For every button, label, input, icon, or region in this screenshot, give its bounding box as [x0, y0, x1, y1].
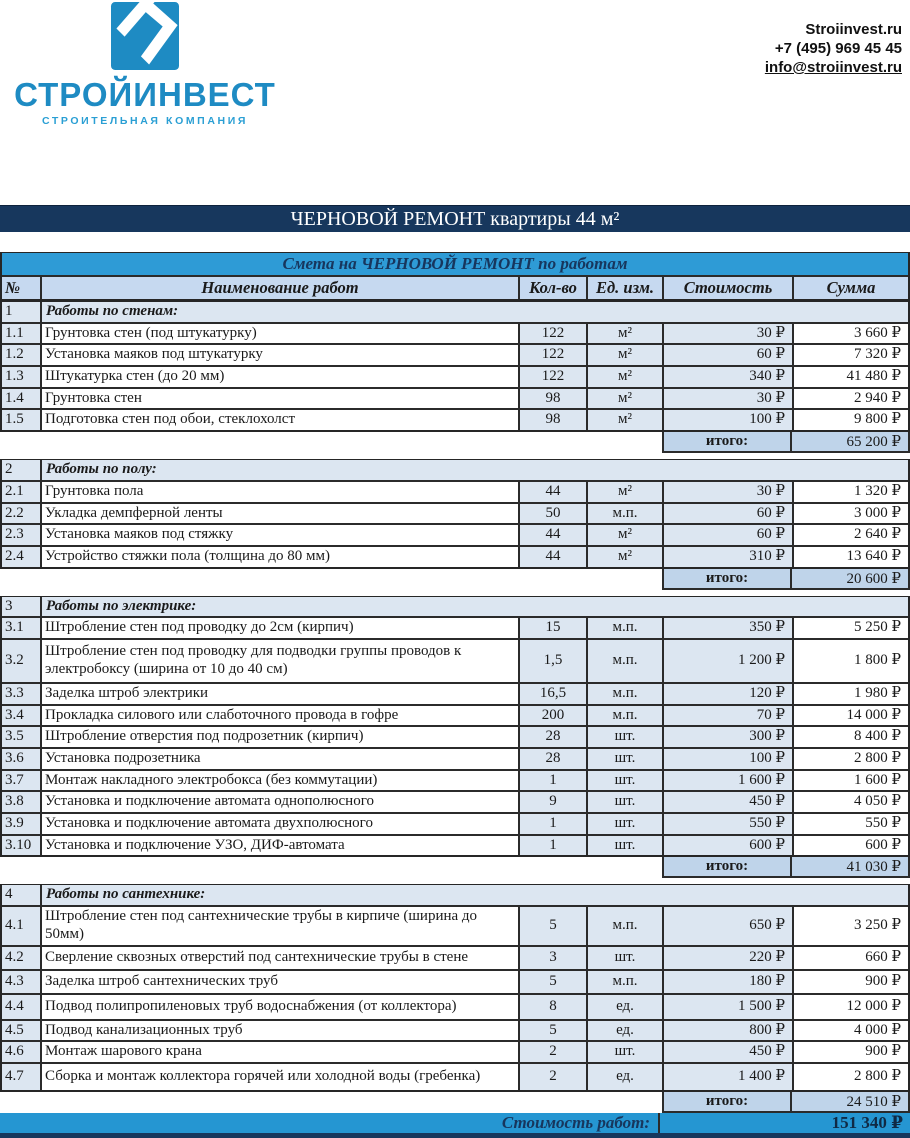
section-title: Работы по электрике: — [40, 597, 908, 617]
row-num: 4.1 — [2, 907, 40, 944]
row-num: 3.6 — [2, 749, 40, 769]
row-qty: 122 — [518, 345, 586, 365]
email-link[interactable]: info@stroiinvest.ru — [764, 59, 902, 76]
subtotal-spacer — [0, 569, 662, 590]
row-num: 3.9 — [2, 814, 40, 834]
row-name: Устройство стяжки пола (толщина до 80 мм) — [40, 547, 518, 567]
row-num: 3.2 — [2, 640, 40, 682]
subtotal-row — [0, 1092, 910, 1113]
row-name: Сборка и монтаж коллектора горячей или холодной воды (гребенка) — [40, 1064, 518, 1090]
table-row — [2, 905, 908, 944]
section-title: Работы по стенам: — [40, 302, 908, 322]
row-name: Грунтовка пола — [40, 482, 518, 502]
row-price: 220 ₽ — [662, 947, 792, 969]
row-sum: 8 400 ₽ — [792, 727, 908, 747]
row-num: 1.2 — [2, 345, 40, 365]
row-price: 180 ₽ — [662, 971, 792, 993]
row-price: 350 ₽ — [662, 618, 792, 638]
row-sum: 900 ₽ — [792, 1042, 908, 1062]
row-sum: 13 640 ₽ — [792, 547, 908, 567]
row-name: Подготовка стен под обои, стеклохолст — [40, 410, 518, 430]
row-num: 4.4 — [2, 995, 40, 1019]
table-row — [2, 993, 908, 1019]
row-num: 3.1 — [2, 618, 40, 638]
section-number: 4 — [2, 885, 40, 905]
company-tagline: СТРОИТЕЛЬНАЯ КОМПАНИЯ — [41, 115, 248, 127]
table-row — [2, 343, 908, 365]
column-header: № — [2, 277, 40, 299]
row-num: 2.1 — [2, 482, 40, 502]
row-name: Установка маяков под штукатурку — [40, 345, 518, 365]
row-price: 310 ₽ — [662, 547, 792, 567]
column-header: Кол-во — [518, 277, 586, 299]
subtotal-row — [0, 569, 910, 590]
row-qty: 15 — [518, 618, 586, 638]
row-price: 100 ₽ — [662, 749, 792, 769]
table-row — [2, 790, 908, 812]
row-unit: м.п. — [586, 706, 662, 726]
row-sum: 9 800 ₽ — [792, 410, 908, 430]
row-name: Установка и подключение автомата однополюсного — [40, 792, 518, 812]
subtotal-spacer — [0, 1092, 662, 1113]
row-sum: 3 660 ₽ — [792, 324, 908, 344]
row-unit: шт. — [586, 749, 662, 769]
row-qty: 44 — [518, 482, 586, 502]
subtotal-row — [0, 857, 910, 878]
row-sum: 4 050 ₽ — [792, 792, 908, 812]
row-price: 1 400 ₽ — [662, 1064, 792, 1090]
row-name: Штукатурка стен (до 20 мм) — [40, 367, 518, 387]
subtotal-label: итого: — [662, 1092, 790, 1113]
row-unit: шт. — [586, 792, 662, 812]
row-price: 120 ₽ — [662, 684, 792, 704]
logo-mark-icon — [105, 2, 185, 70]
row-name: Монтаж шарового крана — [40, 1042, 518, 1062]
row-unit: м.п. — [586, 504, 662, 524]
row-unit: м.п. — [586, 971, 662, 993]
page-title: ЧЕРНОВОЙ РЕМОНТ квартиры 44 м² — [0, 205, 910, 232]
section-block — [0, 301, 910, 432]
grand-total-row — [0, 1113, 910, 1138]
subtotal-value: 41 030 ₽ — [790, 857, 910, 878]
row-sum: 3 000 ₽ — [792, 504, 908, 524]
column-header: Ед. изм. — [586, 277, 662, 299]
table-row — [2, 387, 908, 409]
row-qty: 5 — [518, 1021, 586, 1041]
row-sum: 3 250 ₽ — [792, 907, 908, 944]
row-unit: ед. — [586, 1021, 662, 1041]
row-sum: 2 940 ₽ — [792, 389, 908, 409]
row-name: Штробление стен под сантехнические трубы в кирпиче (ширина до 50мм) — [40, 907, 518, 944]
row-price: 60 ₽ — [662, 525, 792, 545]
subtotal-value: 24 510 ₽ — [790, 1092, 910, 1113]
table-row — [2, 1062, 908, 1090]
subtotal-label: итого: — [662, 569, 790, 590]
row-name: Подвод канализационных труб — [40, 1021, 518, 1041]
row-price: 30 ₽ — [662, 389, 792, 409]
row-qty: 2 — [518, 1042, 586, 1062]
row-name: Штробление стен под проводку для подводки группы проводов к электробоксу (ширина от 10 до 40 см) — [40, 640, 518, 682]
table-row — [2, 616, 908, 638]
row-qty: 5 — [518, 971, 586, 993]
row-qty: 98 — [518, 410, 586, 430]
section-number: 3 — [2, 597, 40, 617]
row-unit: м.п. — [586, 684, 662, 704]
subtotal-spacer — [0, 432, 662, 453]
row-price: 450 ₽ — [662, 792, 792, 812]
row-name: Монтаж накладного электробокса (без коммутации) — [40, 771, 518, 791]
subtotal-spacer — [0, 857, 662, 878]
table-row — [2, 969, 908, 993]
row-num: 2.4 — [2, 547, 40, 567]
section-header-row — [2, 597, 908, 617]
phone-text: +7 (495) 969 45 45 — [774, 40, 902, 57]
table-row — [2, 945, 908, 969]
row-name: Штробление отверстия под подрозетник (кирпич) — [40, 727, 518, 747]
section-header-row — [2, 885, 908, 905]
row-name: Сверление сквозных отверстий под сантехнические трубы в стене — [40, 947, 518, 969]
row-name: Установка и подключение УЗО, ДИФ-автомата — [40, 836, 518, 856]
estimate-table-head-block — [0, 252, 910, 301]
row-num: 3.10 — [2, 836, 40, 856]
row-unit: м² — [586, 410, 662, 430]
row-unit: м² — [586, 389, 662, 409]
row-num: 1.4 — [2, 389, 40, 409]
row-qty: 1,5 — [518, 640, 586, 682]
row-sum: 1 800 ₽ — [792, 640, 908, 682]
row-qty: 2 — [518, 1064, 586, 1090]
row-unit: шт. — [586, 814, 662, 834]
row-sum: 2 640 ₽ — [792, 525, 908, 545]
contact-block — [765, 20, 902, 77]
table-row — [2, 322, 908, 344]
row-unit: шт. — [586, 727, 662, 747]
row-price: 800 ₽ — [662, 1021, 792, 1041]
row-price: 1 600 ₽ — [662, 771, 792, 791]
row-sum: 1 980 ₽ — [792, 684, 908, 704]
row-qty: 1 — [518, 836, 586, 856]
row-sum: 2 800 ₽ — [792, 749, 908, 769]
row-name: Грунтовка стен — [40, 389, 518, 409]
row-num: 1.5 — [2, 410, 40, 430]
company-name: СТРОЙИНВЕСТ — [14, 76, 276, 113]
column-header: Наименование работ — [40, 277, 518, 299]
row-sum: 5 250 ₽ — [792, 618, 908, 638]
section-number: 1 — [2, 302, 40, 322]
row-sum: 1 320 ₽ — [792, 482, 908, 502]
row-qty: 50 — [518, 504, 586, 524]
row-sum: 1 600 ₽ — [792, 771, 908, 791]
row-num: 2.2 — [2, 504, 40, 524]
row-name: Подвод полипропиленовых труб водоснабжения (от коллектора) — [40, 995, 518, 1019]
row-name: Заделка штроб сантехнических труб — [40, 971, 518, 993]
row-unit: ед. — [586, 1064, 662, 1090]
row-sum: 41 480 ₽ — [792, 367, 908, 387]
document-header — [0, 0, 910, 205]
section-block — [0, 596, 910, 858]
grand-total-label: Стоимость работ: — [0, 1113, 660, 1133]
row-price: 300 ₽ — [662, 727, 792, 747]
row-sum: 900 ₽ — [792, 971, 908, 993]
estimate-table — [0, 252, 910, 1138]
sections-container — [0, 301, 910, 1113]
row-qty: 28 — [518, 727, 586, 747]
table-row — [2, 682, 908, 704]
row-num: 1.1 — [2, 324, 40, 344]
row-name: Установка маяков под стяжку — [40, 525, 518, 545]
subtotal-value: 65 200 ₽ — [790, 432, 910, 453]
row-sum: 600 ₽ — [792, 836, 908, 856]
row-num: 1.3 — [2, 367, 40, 387]
row-name: Укладка демпферной ленты — [40, 504, 518, 524]
row-unit: шт. — [586, 771, 662, 791]
row-unit: ед. — [586, 995, 662, 1019]
row-price: 650 ₽ — [662, 907, 792, 944]
estimate-title: Смета на ЧЕРНОВОЙ РЕМОНТ по работам — [2, 253, 908, 275]
row-unit: м.п. — [586, 640, 662, 682]
table-row — [2, 725, 908, 747]
row-unit: м² — [586, 345, 662, 365]
table-row — [2, 502, 908, 524]
table-row — [2, 704, 908, 726]
row-qty: 8 — [518, 995, 586, 1019]
row-price: 60 ₽ — [662, 504, 792, 524]
table-row — [2, 365, 908, 387]
row-price: 450 ₽ — [662, 1042, 792, 1062]
row-qty: 3 — [518, 947, 586, 969]
website-text: Stroiinvest.ru — [805, 21, 902, 38]
section-title: Работы по полу: — [40, 460, 908, 480]
row-price: 340 ₽ — [662, 367, 792, 387]
row-num: 4.5 — [2, 1021, 40, 1041]
row-name: Установка подрозетника — [40, 749, 518, 769]
row-sum: 7 320 ₽ — [792, 345, 908, 365]
row-sum: 4 000 ₽ — [792, 1021, 908, 1041]
company-logo — [14, 2, 276, 127]
row-unit: м.п. — [586, 907, 662, 944]
row-price: 1 500 ₽ — [662, 995, 792, 1019]
table-row — [2, 523, 908, 545]
table-row — [2, 408, 908, 430]
row-name: Штробление стен под проводку до 2см (кирпич) — [40, 618, 518, 638]
row-num: 2.3 — [2, 525, 40, 545]
row-qty: 200 — [518, 706, 586, 726]
row-qty: 5 — [518, 907, 586, 944]
section-title: Работы по сантехнике: — [40, 885, 908, 905]
row-price: 100 ₽ — [662, 410, 792, 430]
row-num: 4.2 — [2, 947, 40, 969]
row-sum: 14 000 ₽ — [792, 706, 908, 726]
subtotal-label: итого: — [662, 857, 790, 878]
table-row — [2, 545, 908, 567]
title-gap — [0, 232, 910, 252]
row-name: Заделка штроб электрики — [40, 684, 518, 704]
table-row — [2, 638, 908, 682]
row-num: 3.8 — [2, 792, 40, 812]
row-unit: м² — [586, 547, 662, 567]
row-unit: м² — [586, 367, 662, 387]
column-header-row — [2, 275, 908, 299]
subtotal-row — [0, 432, 910, 453]
section-number: 2 — [2, 460, 40, 480]
row-qty: 122 — [518, 324, 586, 344]
row-unit: м² — [586, 482, 662, 502]
grand-total-value: 151 340 ₽ — [831, 1112, 903, 1132]
row-sum: 660 ₽ — [792, 947, 908, 969]
row-num: 3.7 — [2, 771, 40, 791]
table-row — [2, 834, 908, 856]
row-unit: шт. — [586, 836, 662, 856]
row-num: 3.5 — [2, 727, 40, 747]
table-row — [2, 769, 908, 791]
row-unit: м² — [586, 525, 662, 545]
row-name: Прокладка силового или слаботочного провода в гофре — [40, 706, 518, 726]
row-num: 3.3 — [2, 684, 40, 704]
row-unit: шт. — [586, 947, 662, 969]
row-num: 4.6 — [2, 1042, 40, 1062]
table-row — [2, 812, 908, 834]
table-row — [2, 1040, 908, 1062]
row-num: 4.3 — [2, 971, 40, 993]
section-header-row — [2, 302, 908, 322]
row-unit: м² — [586, 324, 662, 344]
row-unit: м.п. — [586, 618, 662, 638]
row-unit: шт. — [586, 1042, 662, 1062]
table-row — [2, 747, 908, 769]
row-qty: 28 — [518, 749, 586, 769]
row-qty: 1 — [518, 814, 586, 834]
subtotal-value: 20 600 ₽ — [790, 569, 910, 590]
row-qty: 98 — [518, 389, 586, 409]
table-row — [2, 1019, 908, 1041]
section-block — [0, 459, 910, 568]
row-sum: 550 ₽ — [792, 814, 908, 834]
row-qty: 44 — [518, 525, 586, 545]
row-name: Грунтовка стен (под штукатурку) — [40, 324, 518, 344]
row-price: 60 ₽ — [662, 345, 792, 365]
row-price: 550 ₽ — [662, 814, 792, 834]
table-row — [2, 480, 908, 502]
column-header: Сумма — [792, 277, 908, 299]
row-price: 1 200 ₽ — [662, 640, 792, 682]
column-header: Стоимость — [662, 277, 792, 299]
row-num: 4.7 — [2, 1064, 40, 1090]
row-name: Установка и подключение автомата двухполюсного — [40, 814, 518, 834]
row-qty: 122 — [518, 367, 586, 387]
row-sum: 12 000 ₽ — [792, 995, 908, 1019]
row-qty: 16,5 — [518, 684, 586, 704]
section-block — [0, 884, 910, 1091]
row-price: 600 ₽ — [662, 836, 792, 856]
row-price: 30 ₽ — [662, 324, 792, 344]
row-price: 30 ₽ — [662, 482, 792, 502]
row-qty: 1 — [518, 771, 586, 791]
row-qty: 9 — [518, 792, 586, 812]
row-price: 70 ₽ — [662, 706, 792, 726]
subtotal-label: итого: — [662, 432, 790, 453]
row-sum: 2 800 ₽ — [792, 1064, 908, 1090]
section-header-row — [2, 460, 908, 480]
row-num: 3.4 — [2, 706, 40, 726]
row-qty: 44 — [518, 547, 586, 567]
